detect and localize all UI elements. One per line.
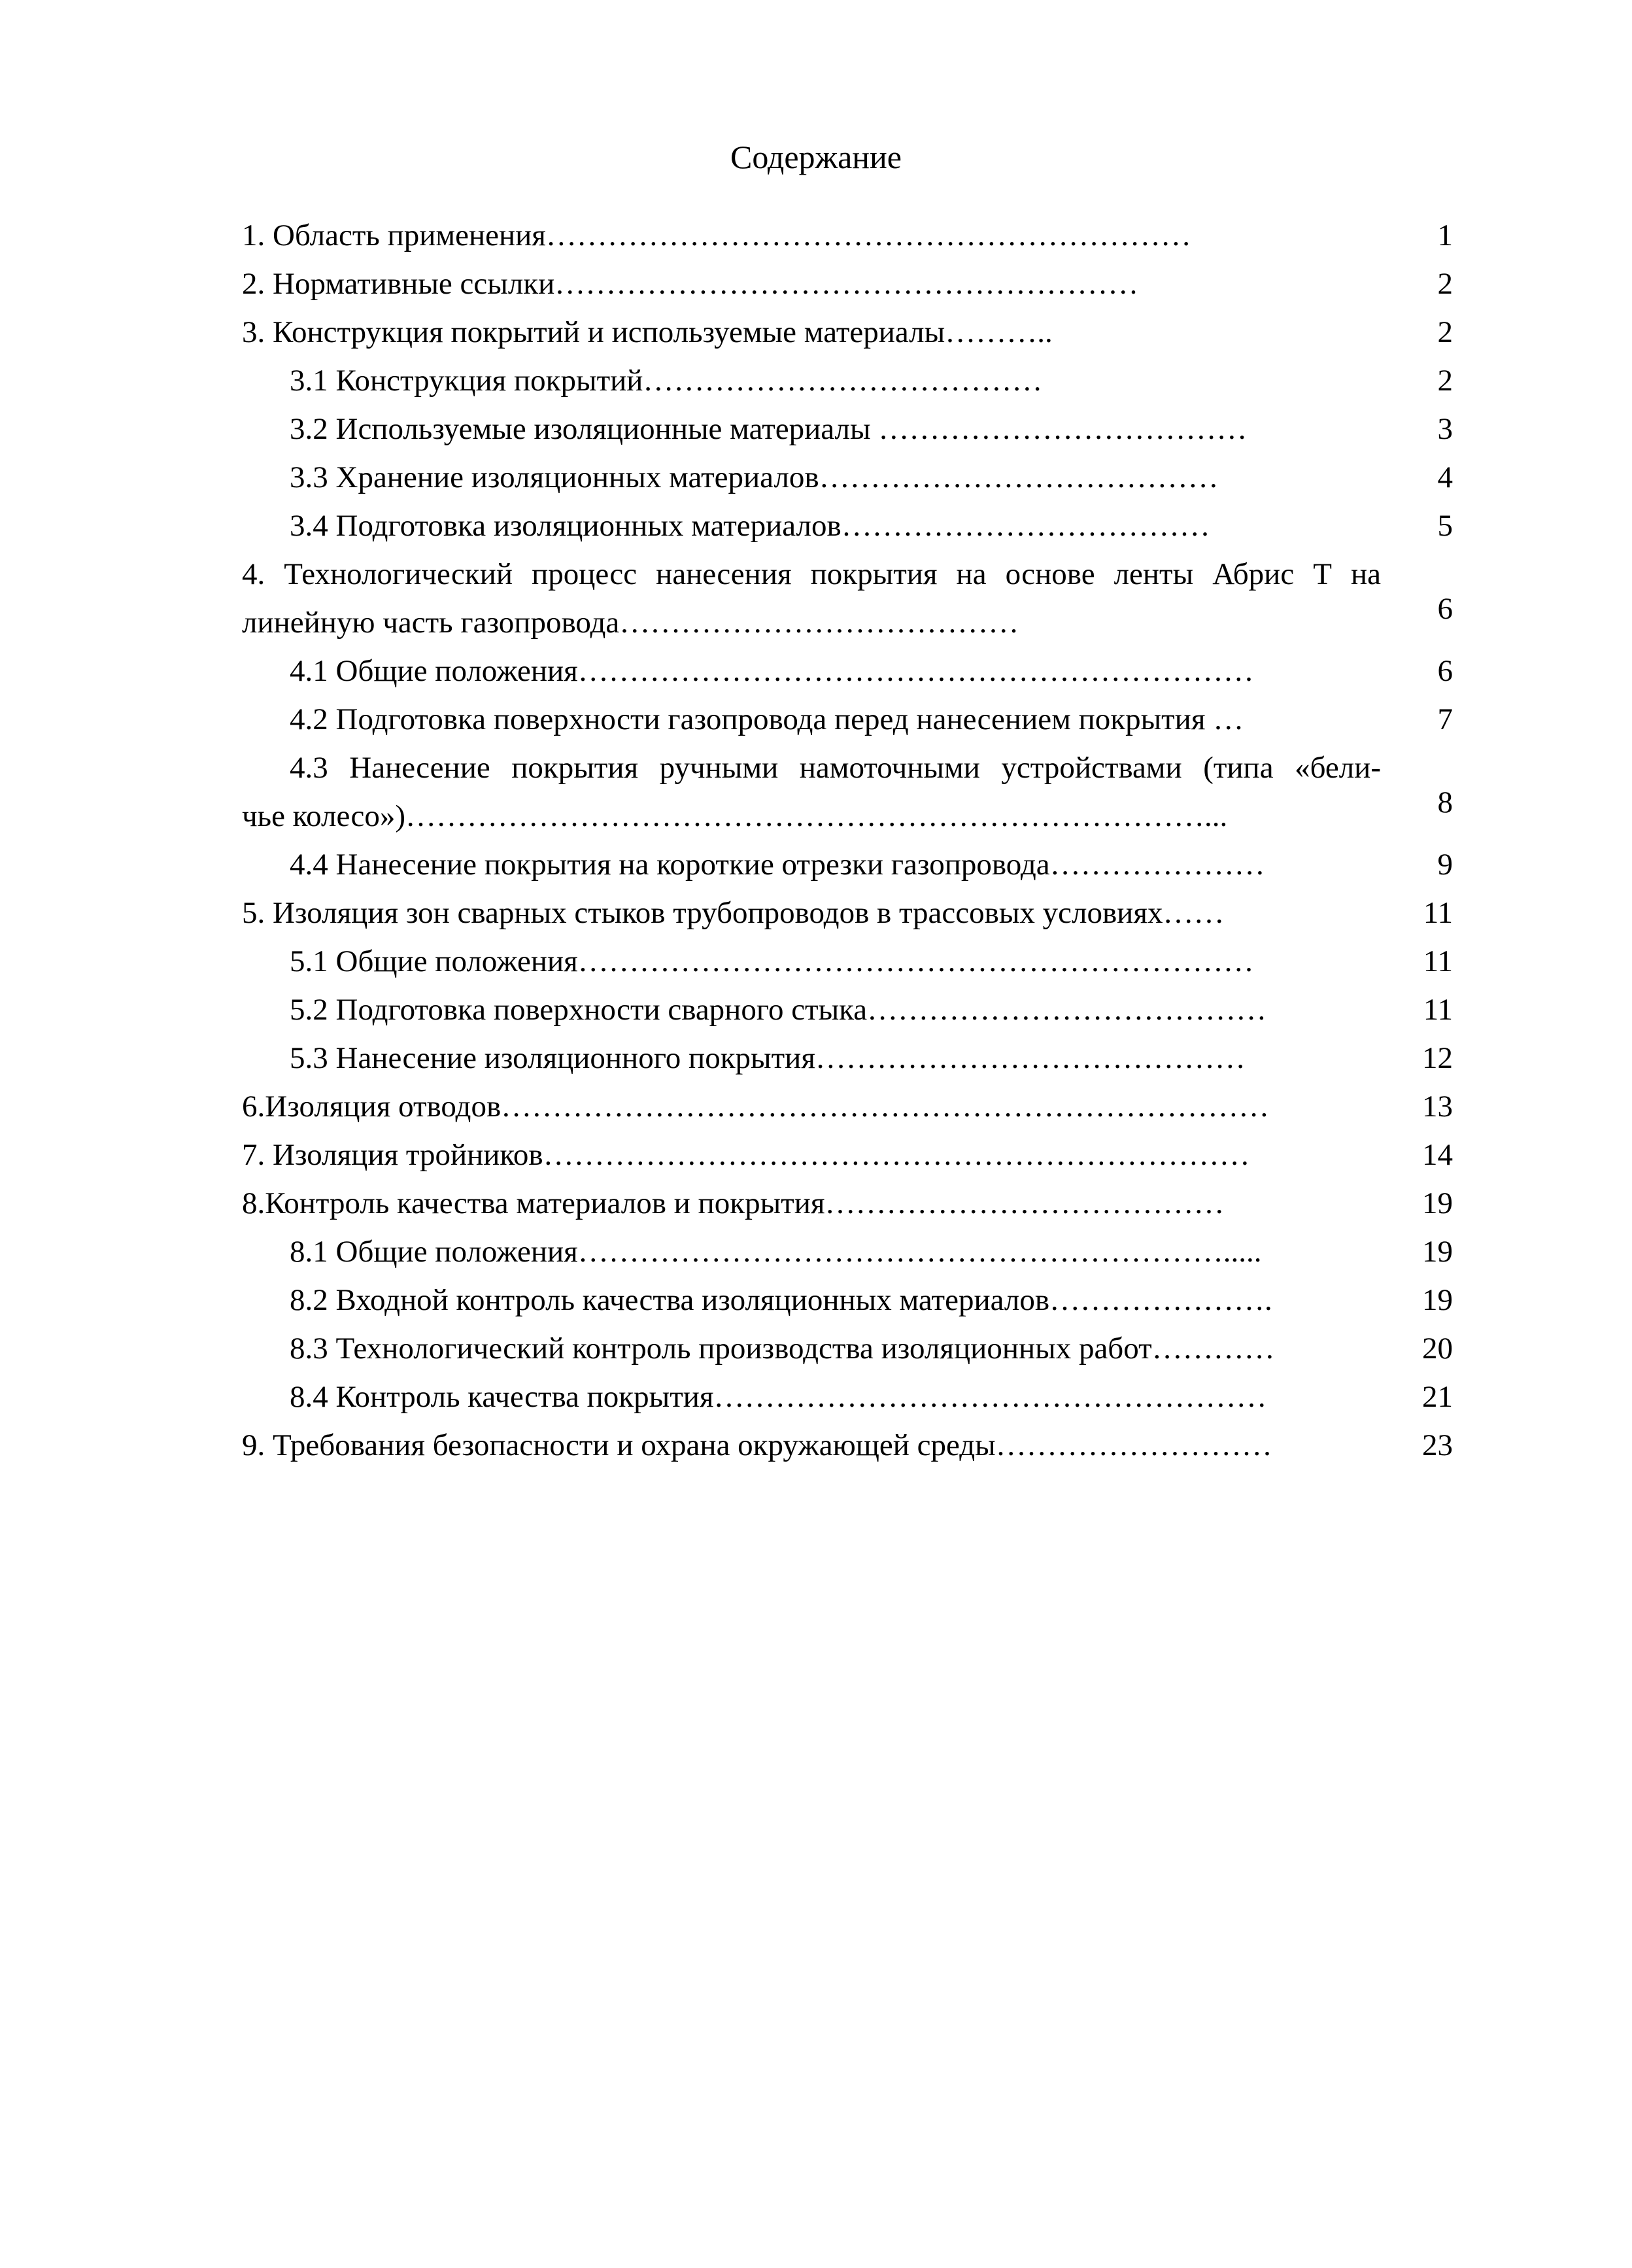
toc-page-number: 23 [1422,1428,1453,1462]
toc-entry-4-2: 4.2 Подготовка поверхности газопровода перед нанесением покрытия … [290,702,1244,736]
toc-entry-5: 5. Изоляция зон сварных стыков трубопроводов в трассовых условиях…… [242,896,1225,930]
toc-entry-7: 7. Изоляция тройников…………………………………………………………… [242,1138,1250,1172]
toc-entry-3-4: 3.4 Подготовка изоляционных материалов……………………………… [290,509,1210,543]
toc-page-number: 19 [1422,1235,1453,1269]
toc-page-number: 1 [1437,218,1453,252]
toc-entry-3-3: 3.3 Хранение изоляционных материалов………………………………… [290,460,1219,494]
toc-entry-8-4: 8.4 Контроль качества покрытия……………………………………………… [290,1380,1267,1414]
toc-entry-5-3: 5.3 Нанесение изоляционного покрытия…………………………………… [290,1041,1246,1075]
toc-entry-6: 6.Изоляция отводов………………………………………………………………… [242,1090,1270,1124]
toc-entry-4-1: 4.1 Общие положения………………………………………………………… [290,654,1254,688]
toc-entry-3-2: 3.2 Используемые изоляционные материалы ……………………………… [290,412,1248,446]
toc-page-number: 6 [1437,592,1453,626]
toc-page-number: 3 [1437,412,1453,446]
toc-entry-4-line1: 4. Технологический процесс нанесения покрытия на основе ленты Абрис Т на [242,557,1381,591]
toc-entry-5-1: 5.1 Общие положения………………………………………………………… [290,944,1254,978]
toc-entry-3: 3. Конструкция покрытий и используемые материалы……….. [242,315,1053,349]
toc-page-number: 2 [1437,267,1453,301]
toc-entry-2: 2. Нормативные ссылки………………………………………………… [242,267,1139,301]
toc-page-number: 2 [1437,364,1453,398]
toc-page-number: 19 [1422,1186,1453,1220]
toc-page-number: 5 [1437,509,1453,543]
toc-page-number: 14 [1422,1138,1453,1172]
toc-page-number: 6 [1437,654,1453,688]
toc-entry-9: 9. Требования безопасности и охрана окружающей среды……………………… [242,1428,1272,1462]
toc-page-number: 4 [1437,460,1453,494]
toc-entry-4-4: 4.4 Нанесение покрытия на короткие отрезки газопровода………………… [290,848,1265,882]
toc-page-number: 20 [1422,1332,1453,1366]
toc-page-number: 13 [1422,1090,1453,1124]
toc-page-number: 19 [1422,1283,1453,1317]
toc-entry-4-3-line2: чье колесо»)……………………………………………………………………... [242,799,1228,833]
toc-entry-3-1: 3.1 Конструкция покрытий………………………………… [290,364,1043,398]
toc-entry-8-3: 8.3 Технологический контроль производства изоляционных работ………… [290,1332,1275,1366]
toc-page-number: 12 [1422,1041,1453,1075]
toc-entry-1: 1. Область применения……………………………………………………… [242,218,1191,252]
toc-page-number: 7 [1437,702,1453,736]
toc-entry-5-2: 5.2 Подготовка поверхности сварного стыка………………………………… [290,993,1267,1027]
toc-entry-4-line2: линейную часть газопровода………………………………… [242,606,1019,640]
toc-page-number: 11 [1423,944,1453,978]
toc-page-number: 11 [1423,896,1453,930]
toc-page-number: 21 [1422,1380,1453,1414]
toc-entry-8-2: 8.2 Входной контроль качества изоляционных материалов…………………. [290,1283,1272,1317]
toc-entry-8-1: 8.1 Общие положения………………………………………………………..... [290,1235,1262,1269]
toc-entry-4-3-line1: 4.3 Нанесение покрытия ручными намоточными устройствами (типа «бели- [290,751,1381,785]
toc-page-number: 9 [1437,848,1453,882]
toc-page-number: 2 [1437,315,1453,349]
toc-entry-8: 8.Контроль качества материалов и покрытия………………………………… [242,1186,1225,1220]
toc-page-number: 11 [1423,993,1453,1027]
toc-page-number: 8 [1437,785,1453,819]
page-title: Содержание [730,139,902,175]
